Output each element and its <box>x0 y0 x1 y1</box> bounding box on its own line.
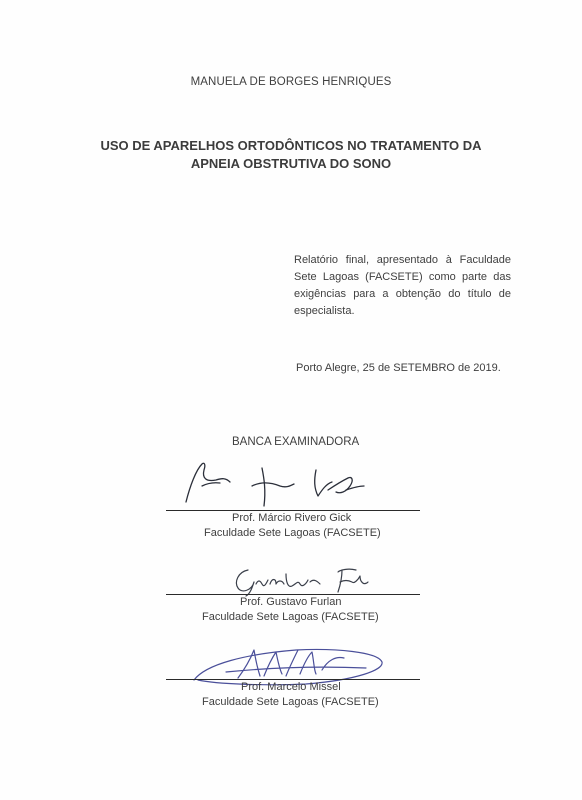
title-line-2: APNEIA OBSTRUTIVA DO SONO <box>190 156 392 171</box>
examiner-institution-1: Faculdade Sete Lagoas (FACSETE) <box>204 527 381 539</box>
author-name: MANUELA DE BORGES HENRIQUES <box>190 76 392 88</box>
signature-2-icon <box>226 562 396 598</box>
signature-1-icon <box>176 456 376 514</box>
examiner-institution-3: Faculdade Sete Lagoas (FACSETE) <box>202 696 379 708</box>
examiner-institution-2: Faculdade Sete Lagoas (FACSETE) <box>202 611 379 623</box>
signature-line-2 <box>166 594 420 595</box>
examiner-name-3: Prof. Marcelo Missel <box>241 681 341 693</box>
examiner-name-1: Prof. Márcio Rivero Gick <box>232 512 352 524</box>
document-title <box>60 137 522 173</box>
title-line-1: USO DE APARELHOS ORTODÔNTICOS NO TRATAMENTO DA <box>100 138 482 153</box>
examining-board-heading: BANCA EXAMINADORA <box>232 436 360 448</box>
examiner-name-2: Prof. Gustavo Furlan <box>240 596 342 608</box>
report-note: Relatório final, apresentado à Faculdade Sete Lagoas (FACSETE) como parte das exigências para a obtenção do título de especialista. <box>294 254 511 317</box>
signature-line-3 <box>166 679 420 680</box>
signature-line-1 <box>166 510 420 511</box>
place-date: Porto Alegre, 25 de SETEMBRO de 2019. <box>296 362 501 374</box>
